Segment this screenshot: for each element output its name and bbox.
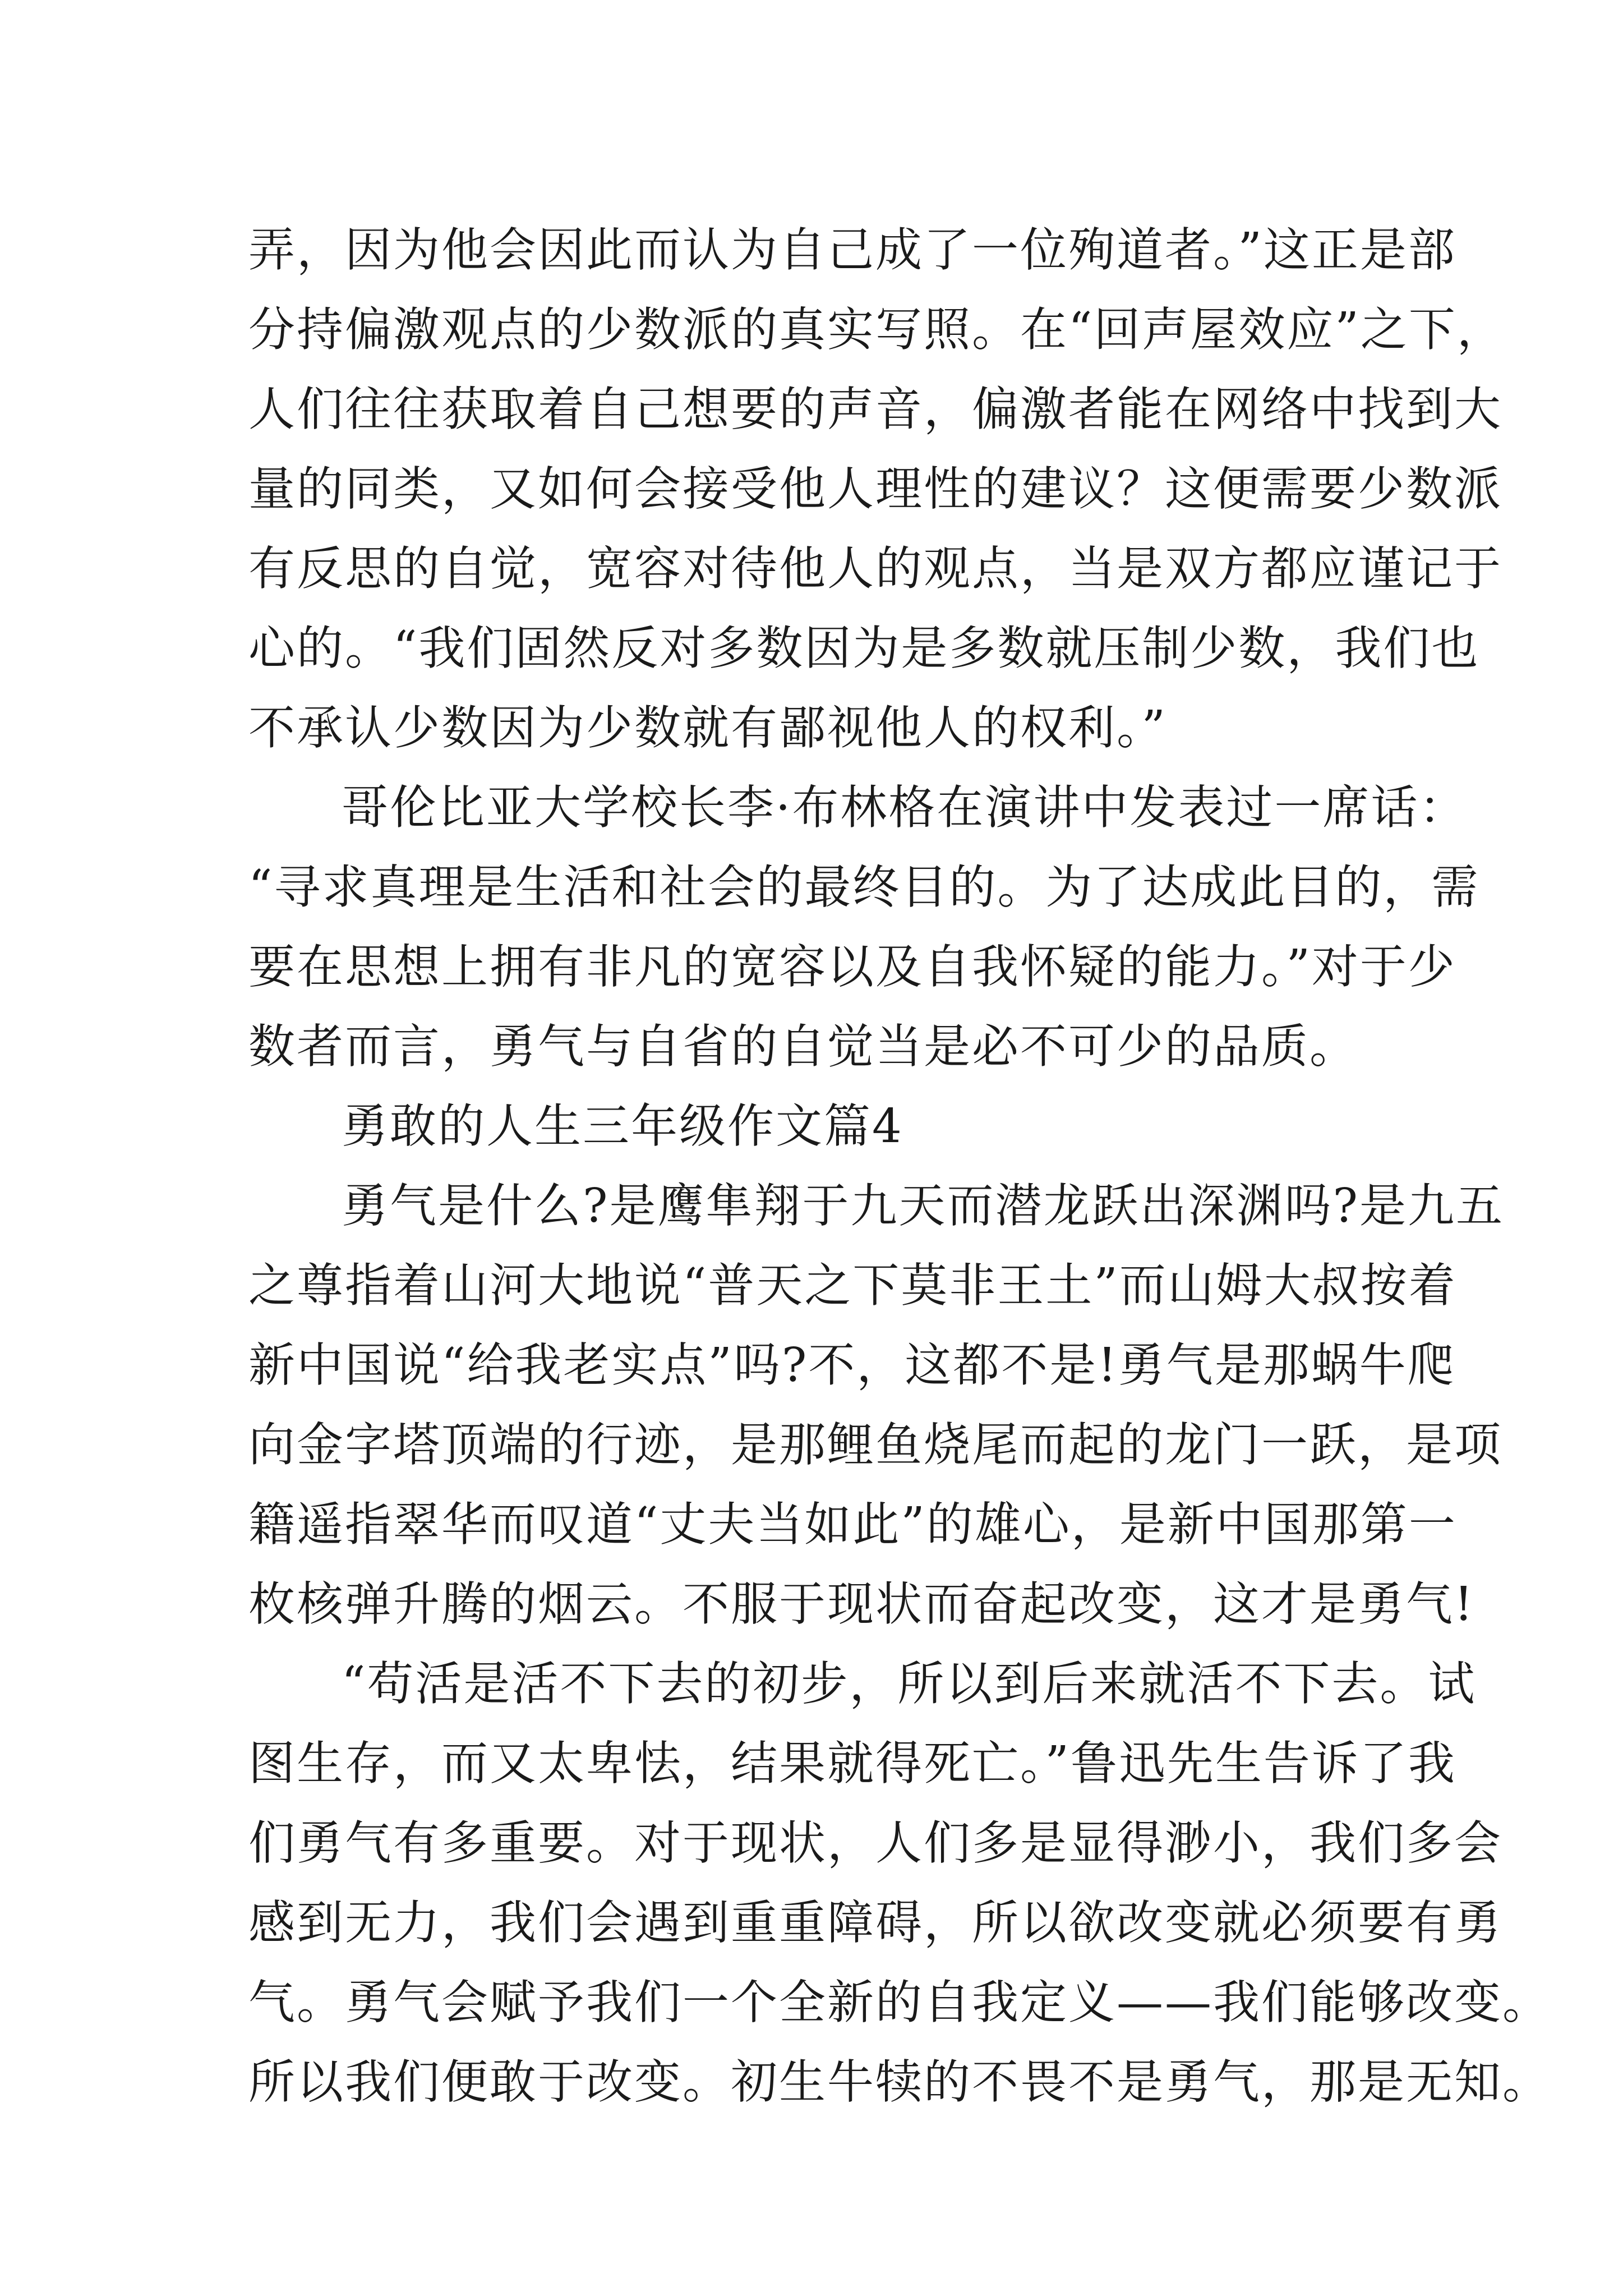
text-line: 向金字塔顶端的行迹，是那鲤鱼烧尾而起的龙门一跃，是项 (248, 1418, 1502, 1472)
text-line: 籍遥指翠华而叹道“丈夫当如此”的雄心，是新中国那第一 (248, 1497, 1457, 1552)
text-line: 有反思的自觉，宽容对待他人的观点，当是双方都应谨记于 (248, 541, 1502, 596)
text-line: 人们往往获取着自己想要的声音，偏激者能在网络中找到大 (248, 382, 1502, 436)
text-line: 图生存，而又太卑怯，结果就得死亡。”鲁迅先生告诉了我 (248, 1736, 1456, 1791)
text-line: 新中国说“给我老实点”吗?不，这都不是!勇气是那蜗牛爬 (248, 1338, 1456, 1392)
text-line: 枚核弹升腾的烟云。不服于现状而奋起改变，这才是勇气! (248, 1577, 1475, 1631)
text-line: 不承认少数因为少数就有鄙视他人的权利。” (248, 701, 1167, 755)
text-line: 哥伦比亚大学校长李·布林格在演讲中发表过一席话： (342, 780, 1468, 835)
document-body (248, 210, 1551, 2122)
text-line: 心的。“我们固然反对多数因为是多数就压制少数，我们也 (248, 621, 1480, 675)
text-line: 们勇气有多重要。对于现状，人们多是显得渺小，我们多会 (248, 1816, 1502, 1870)
section-heading (248, 1087, 1393, 1166)
paragraph-4 (248, 1644, 1551, 2122)
heading-text: 勇敢的人生三年级作文篇4 (342, 1099, 903, 1153)
text-line: 弄，因为他会因此而认为自己成了一位殉道者。”这正是部 (248, 223, 1456, 277)
text-line: 要在思想上拥有非凡的宽容以及自我怀疑的能力。”对于少 (248, 940, 1456, 994)
paragraph-1 (248, 210, 1505, 768)
text-line: 所以我们便敢于改变。初生牛犊的不畏不是勇气，那是无知。 (248, 2055, 1551, 2109)
text-line: “寻求真理是生活和社会的最终目的。为了达成此目的，需 (248, 860, 1480, 914)
text-line: 勇气是什么?是鹰隼翔于九天而潜龙跃出深渊吗?是九五 (342, 1179, 1504, 1233)
paragraph-2 (248, 768, 1480, 1087)
paragraph-3 (248, 1166, 1504, 1644)
text-line: 感到无力，我们会遇到重重障碍，所以欲改变就必须要有勇 (248, 1895, 1502, 1950)
text-line: “苟活是活不下去的初步，所以到后来就活不下去。试 (342, 1657, 1477, 1711)
text-line: 气。勇气会赋予我们一个全新的自我定义——我们能够改变。 (248, 1975, 1551, 2030)
text-line: 量的同类，又如何会接受他人理性的建议？这便需要少数派 (248, 462, 1502, 516)
text-line: 之尊指着山河大地说“普天之下莫非王土”而山姆大叔按着 (248, 1258, 1457, 1313)
text-line: 分持偏激观点的少数派的真实写照。在“回声屋效应”之下， (248, 302, 1505, 357)
text-line: 数者而言，勇气与自省的自觉当是必不可少的品质。 (248, 1019, 1358, 1074)
